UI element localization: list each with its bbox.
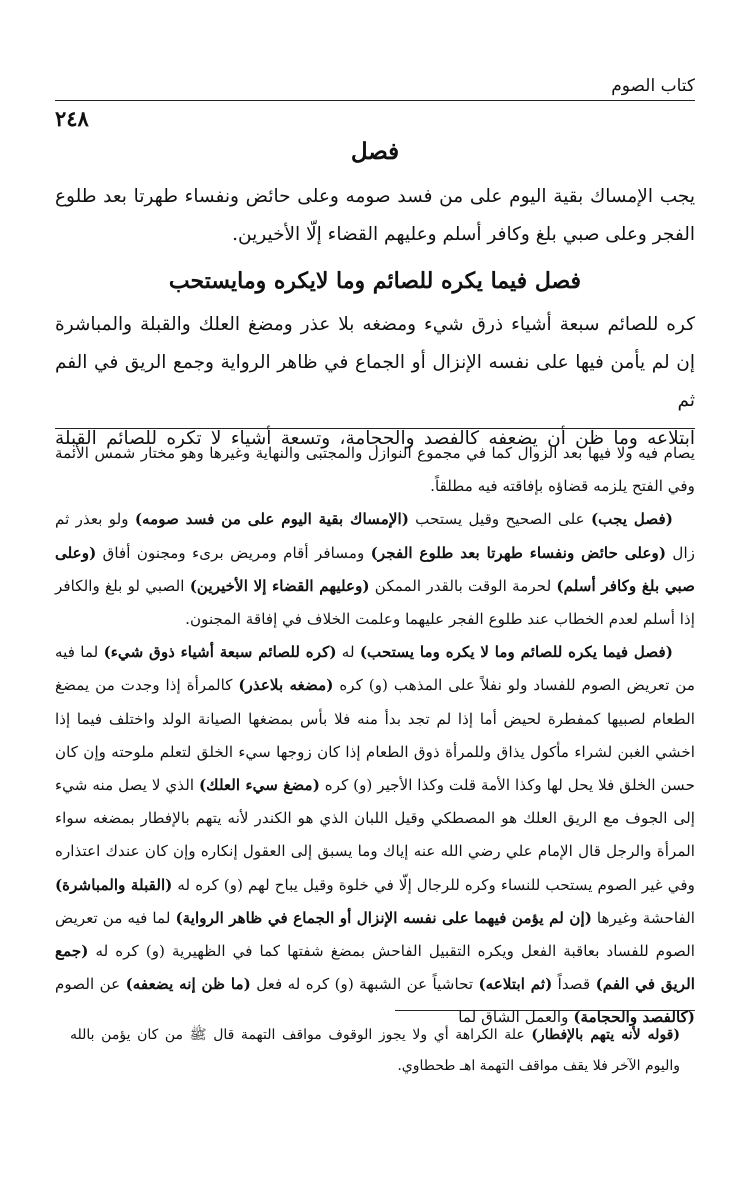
bold-matn-quote: (مضغ سيء العلك) (198, 776, 320, 795)
bold-matn-quote: (قوله لأنه يتهم بالإفطار) (531, 1027, 680, 1043)
section-heading-makruhat: فصل فيما يكره للصائم وما لايكره ومايستحب (168, 268, 582, 294)
bold-matn-quote: (وعلى صبي بلغ وكافر أسلم) (55, 543, 695, 595)
commentary-text: لما فيه من تعريض الصوم للفساد ولو نفلاً على المذهب (و) كره (55, 643, 695, 695)
page-number: ٢٤٨ (55, 106, 89, 131)
bold-matn-quote: (إن لم يؤمن فيهما على نفسه الإنزال أو الجماع في ظاهر الرواية) (175, 908, 592, 927)
running-title: كتاب الصوم (611, 76, 695, 96)
matn-line: ابتلاعه وما ظن أن يضعفه كالفصد والحجامة، وتسعة أشياء لا تكره للصائم القبلة (55, 428, 695, 449)
header-rule (55, 100, 695, 101)
bold-matn-quote: (القبلة والمباشرة) (55, 875, 173, 894)
matn-paragraph-2 (55, 306, 695, 458)
commentary-text: له (336, 643, 360, 662)
matn-sharh-divider (55, 428, 695, 429)
bold-matn-quote: (ثم ابتلاعه) (478, 975, 553, 994)
bold-matn-quote: (فصل يجب) (591, 510, 673, 529)
commentary (55, 437, 695, 1035)
footnote (70, 1020, 680, 1082)
commentary-text: قصداً (552, 975, 596, 994)
matn-paragraph-1: يجب الإمساك بقية اليوم على من فسد صومه وعلى حائض ونفساء طهرتا بعد طلوع الفجر وعلى صبي بلغ وكافر أسلم وعليهم القضاء إلّا الأخيرين. (55, 186, 695, 245)
commentary-text: الفاحشة وغيرها (591, 908, 695, 927)
bold-matn-quote: (الإمساك بقية اليوم على من فسد صومه) (134, 510, 409, 529)
bold-matn-quote: (وعلى حائض ونفساء طهرتا بعد طلوع الفجر) (370, 543, 667, 562)
section-heading-fasl: فصل (350, 138, 400, 165)
commentary-text: تحاشياً عن الشبهة (و) كره له فعل (250, 975, 479, 994)
commentary-text: على الصحيح وقيل يستحب (408, 510, 591, 529)
commentary-paragraph-2 (55, 503, 695, 636)
matn-line: إن لم يأمن فيها على نفسه الإنزال أو الجماع في ظاهر الرواية وجمع الريق في الفم ثم (55, 352, 695, 411)
bold-matn-quote: (كره للصائم سبعة أشياء ذوق شيء) (103, 643, 337, 662)
bold-matn-quote: (وعليهم القضاء إلا الأخيرين) (189, 576, 370, 595)
commentary-paragraph-3 (55, 636, 695, 1034)
commentary-text: كالمرأة إذا وجدت من يمضغ الطعام لصبيها كمفطرة لحيض أما إذا لم تجد بدأ منه فلا بأس بمضغها الصيانة الولد واختلف فيما إذا اخشي الغبن لشراء مأكول يذاق وللمرأة ذوق الطعام إذا كان زوجها سيء الخلق لتعلم ملوحته وإن كان حسن الخلق فلا يحل لها وكذا الأمة قلت وكذا الأجير (و) كره (55, 676, 695, 795)
footnote-rule (395, 1010, 695, 1011)
commentary-text: عن الصوم (55, 975, 126, 994)
commentary-text: والعمل الشاق لما (458, 1008, 574, 1027)
commentary-text: الذي لا يصل منه شيء إلى الجوف مع الريق العلك هو المصطكي وقيل اللبان الذي هو الكندر لأنه يتهم بالإفطار بمضغه سواء المرأة والرجل قال الإمام علي رضي الله عنه إياك وما يسبق إلى العقول إنكاره وإن كان عندك اعتذاره وفي غير الصوم يستحب للنساء وكره للرجال إلّا في خلوة وقيل يباح لهم (و) كره له (55, 776, 695, 894)
commentary-text: ومسافر أقام ومريض برىء ومجنون أفاق (96, 543, 371, 562)
commentary-text: لما فيه من تعريض الصوم للفساد بعاقبة الفعل ويكره التقبيل الفاحش بمضغ شفتها كما في الظهيرية (و) كره له (55, 908, 695, 961)
bold-matn-quote: (فصل فيما يكره للصائم وما لا يكره وما يستحب) (359, 643, 673, 662)
commentary-paragraph-1: يصام فيه ولا فيها بعد الزوال كما في مجموع النوازل والمجتبى والنهاية وغيرها وهو مختار شمس الأئمة وفي الفتح يلزمه قضاؤه بإفاقته فيه مطلقاً. (55, 444, 695, 496)
bold-matn-quote: (كالفصد والحجامة) (573, 1008, 695, 1027)
commentary-text: الصبي لو بلغ والكافر إذا أسلم لعدم الخطاب عند طلوع الفجر عليهما وعلمت الخلاف في إفاقة المجنون. (55, 576, 695, 629)
bold-matn-quote: (مضغه بلاعذر) (238, 676, 334, 695)
commentary-text: ولو بعذر ثم زال (55, 510, 695, 562)
bold-matn-quote: (جمع الريق في الفم) (55, 942, 696, 994)
matn-line: كره للصائم سبعة أشياء ذرق شيء ومضغه بلا عذر ومضغ العلك والقبلة والمباشرة (55, 314, 695, 335)
commentary-text: لحرمة الوقت بالقدر الممكن (369, 576, 557, 595)
commentary-text: علة الكراهة أي ولا يجوز الوقوف مواقف التهمة قال ﷺ من كان يؤمن بالله واليوم الآخر فلا يقف مواقف التهمة اهـ طحطاوي. (70, 1027, 680, 1074)
running-header (55, 72, 695, 131)
bold-matn-quote: (ما ظن إنه يضعفه) (125, 975, 251, 994)
